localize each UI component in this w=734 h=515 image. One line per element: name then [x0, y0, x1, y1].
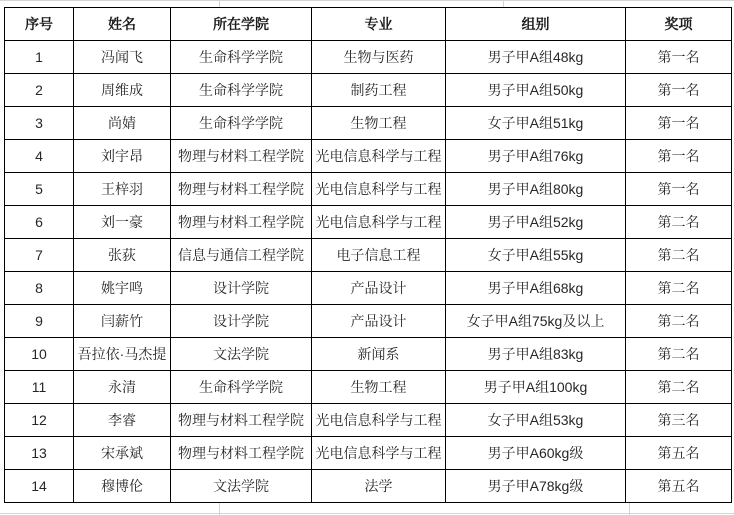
- table-cell: 永清: [74, 371, 171, 404]
- table-cell: 第二名: [626, 338, 732, 371]
- table-cell: 男子甲A组48kg: [446, 41, 626, 74]
- table-row: [5, 272, 732, 305]
- table-cell: 第一名: [626, 41, 732, 74]
- table-cell: 9: [5, 305, 74, 338]
- table-cell: 穆博伦: [74, 470, 171, 503]
- table-header: [5, 8, 732, 41]
- table-cell: 男子甲A组52kg: [446, 206, 626, 239]
- table-cell: 产品设计: [312, 272, 446, 305]
- table-cell: 设计学院: [171, 305, 312, 338]
- table-row: [5, 140, 732, 173]
- table-cell: 12: [5, 404, 74, 437]
- table-row: [5, 338, 732, 371]
- table-cell: 物理与材料工程学院: [171, 404, 312, 437]
- table-cell: 女子甲A组51kg: [446, 107, 626, 140]
- table-cell: 刘宇昂: [74, 140, 171, 173]
- table-cell: 文法学院: [171, 470, 312, 503]
- table-body: [5, 41, 732, 503]
- award-results-table: [4, 7, 732, 503]
- table-cell: 10: [5, 338, 74, 371]
- table-cell: 生命科学学院: [171, 371, 312, 404]
- table-cell: 生物工程: [312, 371, 446, 404]
- table-cell: 张荻: [74, 239, 171, 272]
- table-cell: 刘一豪: [74, 206, 171, 239]
- table-cell: 14: [5, 470, 74, 503]
- table-cell: 生命科学学院: [171, 107, 312, 140]
- table-row: [5, 404, 732, 437]
- table-cell: 第五名: [626, 470, 732, 503]
- table-cell: 4: [5, 140, 74, 173]
- table-cell: 生物与医药: [312, 41, 446, 74]
- table-cell: 生命科学学院: [171, 74, 312, 107]
- table-cell: 信息与通信工程学院: [171, 239, 312, 272]
- table-row: [5, 371, 732, 404]
- table-cell: 物理与材料工程学院: [171, 173, 312, 206]
- table-cell: 电子信息工程: [312, 239, 446, 272]
- table-cell: 新闻系: [312, 338, 446, 371]
- table-cell: 法学: [312, 470, 446, 503]
- table-row: [5, 239, 732, 272]
- column-header-award: 奖项: [626, 8, 732, 41]
- gridline-bottom-stub-1: [219, 503, 220, 515]
- gridline-top-stub-1: [219, 0, 220, 7]
- table-cell: 男子甲A组76kg: [446, 140, 626, 173]
- table-row: [5, 305, 732, 338]
- table-row: [5, 173, 732, 206]
- table-cell: 11: [5, 371, 74, 404]
- table-cell: 第三名: [626, 404, 732, 437]
- table-cell: 第一名: [626, 173, 732, 206]
- column-header-index: 序号: [5, 8, 74, 41]
- table-cell: 第二名: [626, 371, 732, 404]
- table-cell: 男子甲A组50kg: [446, 74, 626, 107]
- table-cell: 第一名: [626, 140, 732, 173]
- table-cell: 男子甲A组68kg: [446, 272, 626, 305]
- table-cell: 3: [5, 107, 74, 140]
- table-cell: 光电信息科学与工程: [312, 404, 446, 437]
- table-cell: 第五名: [626, 437, 732, 470]
- table-row: [5, 107, 732, 140]
- table-cell: 李睿: [74, 404, 171, 437]
- table-cell: 冯闻飞: [74, 41, 171, 74]
- table-cell: 第二名: [626, 206, 732, 239]
- table-cell: 男子甲A78kg级: [446, 470, 626, 503]
- table-cell: 13: [5, 437, 74, 470]
- table-cell: 男子甲A组83kg: [446, 338, 626, 371]
- table-cell: 女子甲A组53kg: [446, 404, 626, 437]
- gridline-bottom-stub-2: [629, 503, 630, 515]
- column-header-group: 组别: [446, 8, 626, 41]
- table-cell: 闫薪竹: [74, 305, 171, 338]
- column-header-college: 所在学院: [171, 8, 312, 41]
- table-row: [5, 437, 732, 470]
- table-cell: 女子甲A组75kg及以上: [446, 305, 626, 338]
- table-cell: 周维成: [74, 74, 171, 107]
- table-cell: 制药工程: [312, 74, 446, 107]
- table-cell: 设计学院: [171, 272, 312, 305]
- table-cell: 产品设计: [312, 305, 446, 338]
- table-cell: 1: [5, 41, 74, 74]
- table-cell: 5: [5, 173, 74, 206]
- table-cell: 8: [5, 272, 74, 305]
- table-cell: 男子甲A组80kg: [446, 173, 626, 206]
- gridline-top-stub-2: [503, 0, 504, 7]
- table-cell: 姚宇鸣: [74, 272, 171, 305]
- gridline-top: [0, 0, 734, 1]
- table-cell: 6: [5, 206, 74, 239]
- table-cell: 男子甲A组100kg: [446, 371, 626, 404]
- table-cell: 第二名: [626, 239, 732, 272]
- table-cell: 生命科学学院: [171, 41, 312, 74]
- table-cell: 第二名: [626, 272, 732, 305]
- table-cell: 光电信息科学与工程: [312, 206, 446, 239]
- table-row: [5, 470, 732, 503]
- column-header-major: 专业: [312, 8, 446, 41]
- header-row: [5, 8, 732, 41]
- table-cell: 文法学院: [171, 338, 312, 371]
- table-cell: 物理与材料工程学院: [171, 140, 312, 173]
- table-cell: 7: [5, 239, 74, 272]
- table-cell: 第一名: [626, 74, 732, 107]
- table-cell: 吾拉依·马杰提: [74, 338, 171, 371]
- table-row: [5, 206, 732, 239]
- table-cell: 第二名: [626, 305, 732, 338]
- table-cell: 生物工程: [312, 107, 446, 140]
- table-cell: 宋承斌: [74, 437, 171, 470]
- table-cell: 光电信息科学与工程: [312, 140, 446, 173]
- table-cell: 物理与材料工程学院: [171, 437, 312, 470]
- table-cell: 第一名: [626, 107, 732, 140]
- column-header-name: 姓名: [74, 8, 171, 41]
- table-cell: 王梓羽: [74, 173, 171, 206]
- table-cell: 光电信息科学与工程: [312, 437, 446, 470]
- gridline-bottom: [0, 513, 734, 514]
- table-cell: 尚婧: [74, 107, 171, 140]
- table-cell: 光电信息科学与工程: [312, 173, 446, 206]
- table-cell: 2: [5, 74, 74, 107]
- table-cell: 男子甲A60kg级: [446, 437, 626, 470]
- table-cell: 女子甲A组55kg: [446, 239, 626, 272]
- table-row: [5, 74, 732, 107]
- table-row: [5, 41, 732, 74]
- table-cell: 物理与材料工程学院: [171, 206, 312, 239]
